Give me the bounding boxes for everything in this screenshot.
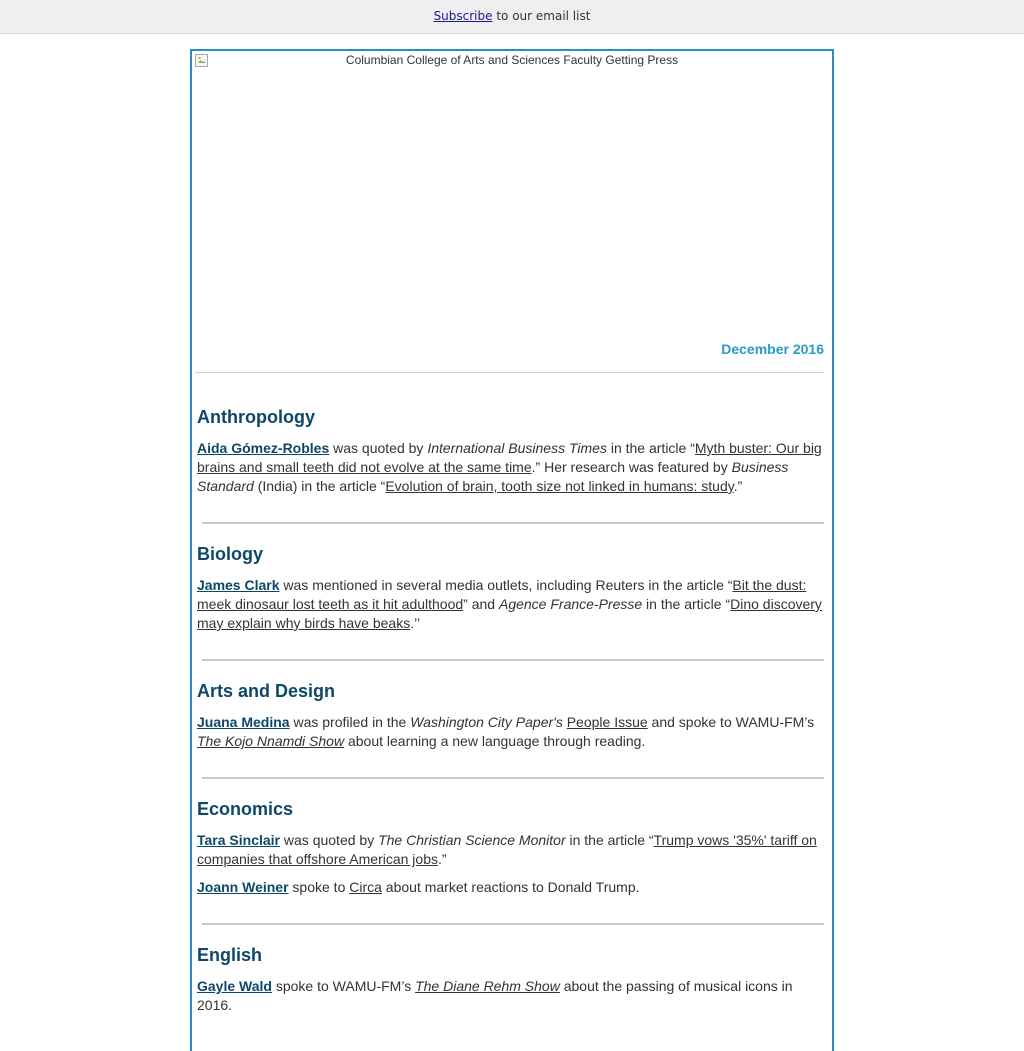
section-title: Biology [197, 544, 263, 564]
publication-name: Agence France-Presse [498, 596, 643, 612]
press-text: spoke to WAMU-FM’s [271, 978, 416, 994]
press-sections [197, 407, 824, 1024]
press-text: about market reactions to Donald Trump. [381, 879, 640, 895]
header-image-alt-text: Columbian College of Arts and Sciences Faculty Getting Press [345, 53, 679, 67]
press-text: .” Her research was featured by [531, 459, 732, 475]
article-link[interactable]: Dino discovery may explain why birds have beaks [197, 596, 822, 631]
press-item [197, 576, 824, 633]
press-text: (India) in the article “ [253, 478, 386, 494]
press-item [197, 977, 824, 1015]
section-divider [202, 522, 824, 524]
press-item [197, 878, 824, 897]
press-text: was quoted by [280, 832, 379, 848]
faculty-name-link[interactable]: Aida Gómez-Robles [197, 440, 330, 456]
press-text: .” [438, 851, 447, 867]
subscribe-link[interactable]: Subscribe [433, 9, 493, 23]
faculty-name-link[interactable]: Juana Medina [197, 714, 290, 730]
section-anthropology [197, 407, 824, 496]
press-text: about learning a new language through reading. [344, 733, 646, 749]
subscribe-bar [0, 0, 1024, 34]
publication-name: The Christian Science Monitor [378, 832, 566, 848]
issue-date: December 2016 [721, 341, 824, 357]
section-divider [202, 659, 824, 661]
faculty-name-link[interactable]: James Clark [197, 577, 280, 593]
newsletter-frame [190, 49, 834, 1051]
article-link[interactable]: Circa [349, 879, 382, 895]
section-arts-and-design [197, 681, 824, 751]
press-text: .’’ [410, 615, 421, 631]
section-title: English [197, 945, 263, 965]
section-english [197, 945, 824, 1015]
press-text: about the passing of musical icons in 2016. [197, 978, 793, 1013]
press-text: in the article “ [606, 440, 695, 456]
article-link[interactable]: People Issue [566, 714, 648, 730]
subscribe-text: to our email list [492, 9, 591, 23]
section-title: Economics [197, 799, 294, 819]
section-title: Arts and Design [197, 681, 336, 701]
article-link[interactable]: Evolution of brain, tooth size not linked in humans: study [385, 478, 734, 494]
publication-name: International Business Times [427, 440, 607, 456]
press-text: in the article “ [642, 596, 731, 612]
press-text: was quoted by [329, 440, 428, 456]
faculty-name-link[interactable]: Joann Weiner [197, 879, 289, 895]
article-link[interactable]: Trump vows '35%' tariff on companies that offshore American jobs [197, 832, 817, 867]
press-text: spoke to [288, 879, 350, 895]
section-title: Anthropology [197, 407, 315, 427]
press-text: .” [733, 478, 743, 494]
header-image [192, 51, 832, 361]
article-link[interactable]: Myth buster: Our big brains and small teeth did not evolve at the same time [197, 440, 822, 475]
section-divider [202, 923, 824, 925]
press-item [197, 713, 824, 751]
press-item [197, 831, 824, 869]
press-text: was mentioned in several media outlets, including Reuters in the article “ [279, 577, 733, 593]
publication-name: Business Standard [197, 459, 789, 494]
press-item [197, 439, 824, 496]
press-text: ” and [463, 596, 499, 612]
program-link[interactable]: The Diane Rehm Show [415, 978, 560, 994]
section-divider [202, 777, 824, 779]
faculty-name-link[interactable]: Gayle Wald [197, 978, 272, 994]
press-text: was profiled in the [289, 714, 411, 730]
article-link[interactable]: Bit the dust: meek dinosaur lost teeth as it hit adulthood [197, 577, 807, 612]
faculty-name-link[interactable]: Tara Sinclair [197, 832, 281, 848]
publication-name: Washington City Paper's [410, 714, 563, 730]
section-economics [197, 799, 824, 897]
section-biology [197, 544, 824, 633]
press-text: in the article “ [565, 832, 654, 848]
program-link[interactable]: The Kojo Nnamdi Show [197, 733, 345, 749]
press-text: and spoke to WAMU-FM’s [647, 714, 815, 730]
header-divider [195, 372, 824, 373]
